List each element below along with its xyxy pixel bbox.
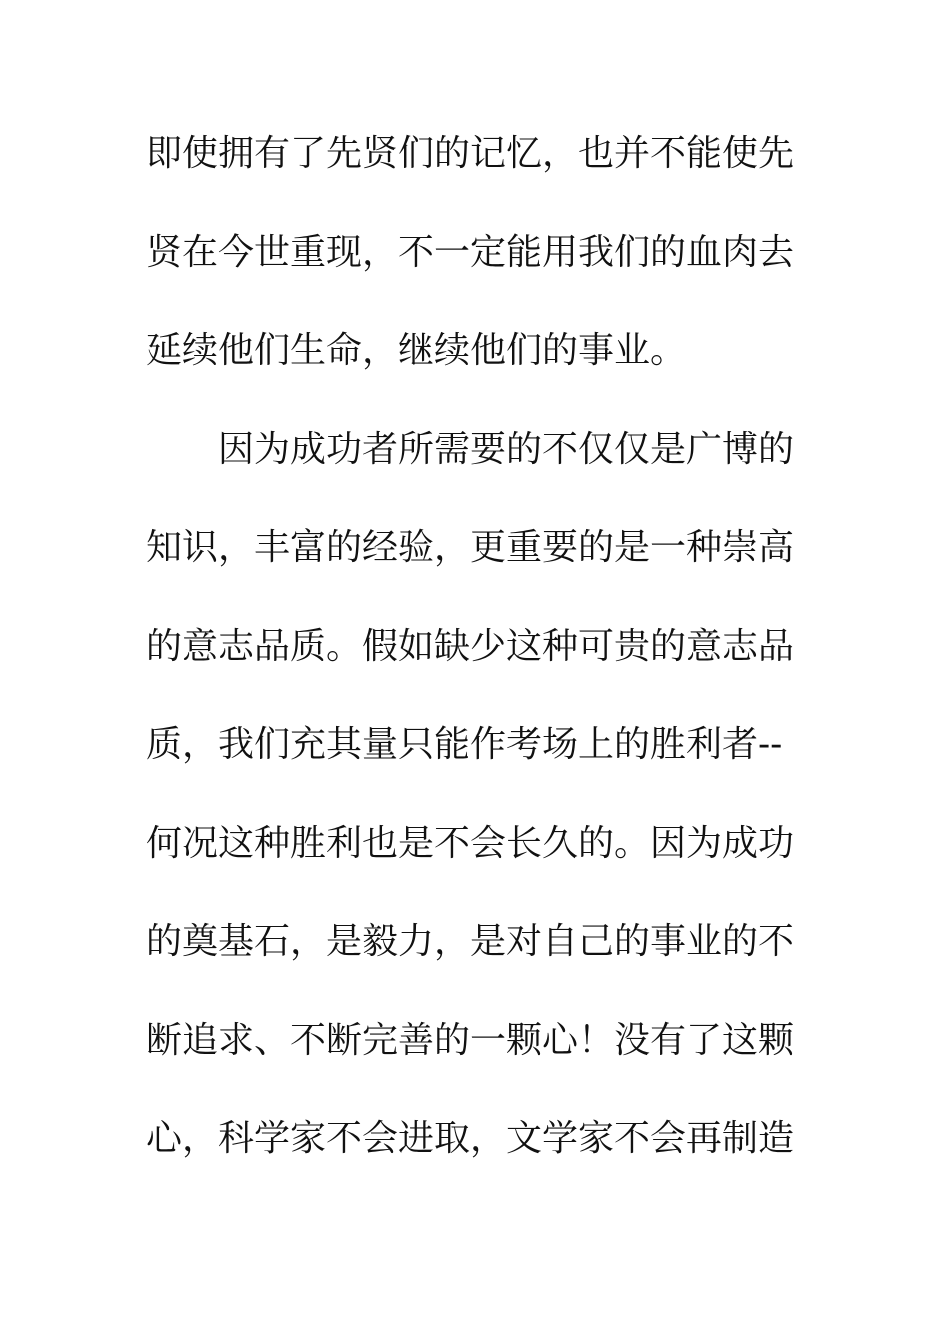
text-line-6: 的意志品质。假如缺少这种可贵的意志品: [146, 625, 795, 667]
text-line-3: 延续他们生命，继续他们的事业。: [146, 330, 687, 371]
text-line-5: 知识，丰富的经验，更重要的是一种崇高: [146, 527, 795, 568]
text-line-7: 质，我们充其量只能作考场上的胜利者--: [146, 724, 783, 765]
text-line-2: 贤在今世重现，不一定能用我们的血肉去: [146, 231, 795, 273]
text-line-1: 即使拥有了先贤们的记忆，也并不能使先: [146, 133, 795, 174]
text-line-10: 断追求、不断完善的一颗心！没有了这颗: [146, 1019, 795, 1061]
text-line-11: 心，科学家不会进取，文学家不会再制造: [146, 1118, 795, 1159]
body-text: [146, 128, 826, 1212]
text-line-8: 何况这种胜利也是不会长久的。因为成功: [146, 822, 795, 864]
text-line-4-paragraph-start: 因为成功者所需要的不仅仅是广博的: [218, 428, 795, 470]
text-line-9: 的奠基石，是毅力，是对自己的事业的不: [146, 921, 795, 962]
